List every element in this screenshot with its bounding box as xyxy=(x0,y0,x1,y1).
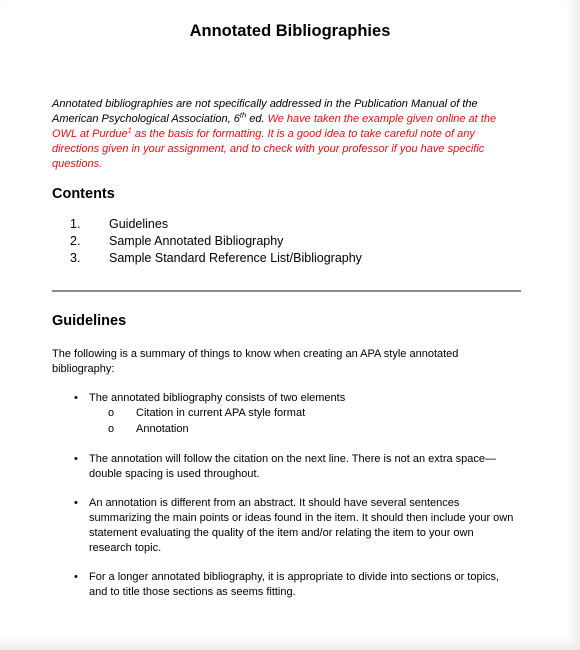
circle-bullet-icon: o xyxy=(108,407,115,419)
contents-item-label: Sample Standard Reference List/Bibliography xyxy=(109,251,362,265)
contents-item-number: 2. xyxy=(70,234,81,248)
contents-item-label: Sample Annotated Bibliography xyxy=(109,234,284,248)
guidelines-summary: The following is a summary of things to know when creating an APA style annotated bibliography: xyxy=(52,348,459,375)
intro-paragraph xyxy=(52,97,522,172)
subitem-text: Annotation xyxy=(136,423,189,435)
guideline-text: An annotation is different from an abstract. It should have several sentences summarizing the main points or ideas found in the item. It should then include your own statement evaluating the quality of the item and/or relating the item to your own research topic. xyxy=(89,497,514,554)
contents-heading: Contents xyxy=(52,186,115,202)
circle-bullet-icon: o xyxy=(108,423,115,435)
contents-item-number: 1. xyxy=(70,217,81,231)
bullet-icon: • xyxy=(74,392,78,404)
guideline-text: The annotation will follow the citation on the next line. There is not an extra space—double spacing is used throughout. xyxy=(89,453,497,480)
footnote-marker[interactable]: 1 xyxy=(127,125,132,135)
intro-note-red: We have taken the example given online at the OWL at Purdue xyxy=(52,113,497,140)
contents-list xyxy=(52,216,472,267)
bullet-icon: • xyxy=(74,497,78,509)
contents-item-number: 3. xyxy=(70,251,81,265)
subitem-text: Citation in current APA style format xyxy=(136,407,306,419)
intro-text: Annotated bibliographies are not specifically addressed in the Publication Manual of the American Psychological Association, 6 xyxy=(52,98,478,125)
intro-text-edition: ed. xyxy=(246,113,268,125)
contents-item[interactable] xyxy=(52,233,472,250)
guideline-text: For a longer annotated bibliography, it is appropriate to divide into sections or topics, and to title those sections as seems fitting. xyxy=(89,571,500,598)
intro-note-red-continued: as the basis for formatting. It is a good idea to take careful note of any directions given in your assignment, and to check with your professor if you have specific questions. xyxy=(52,128,485,170)
guideline-text: The annotated bibliography consists of two elements xyxy=(89,392,346,404)
contents-item[interactable] xyxy=(52,250,472,267)
bullet-icon: • xyxy=(74,453,78,465)
section-divider xyxy=(52,290,521,292)
bullet-icon: • xyxy=(74,571,78,583)
edition-superscript: th xyxy=(239,110,247,120)
contents-item[interactable] xyxy=(52,216,472,233)
contents-item-label: Guidelines xyxy=(109,217,169,231)
document-title: Annotated Bibliographies xyxy=(189,22,391,40)
guidelines-heading: Guidelines xyxy=(52,313,127,329)
